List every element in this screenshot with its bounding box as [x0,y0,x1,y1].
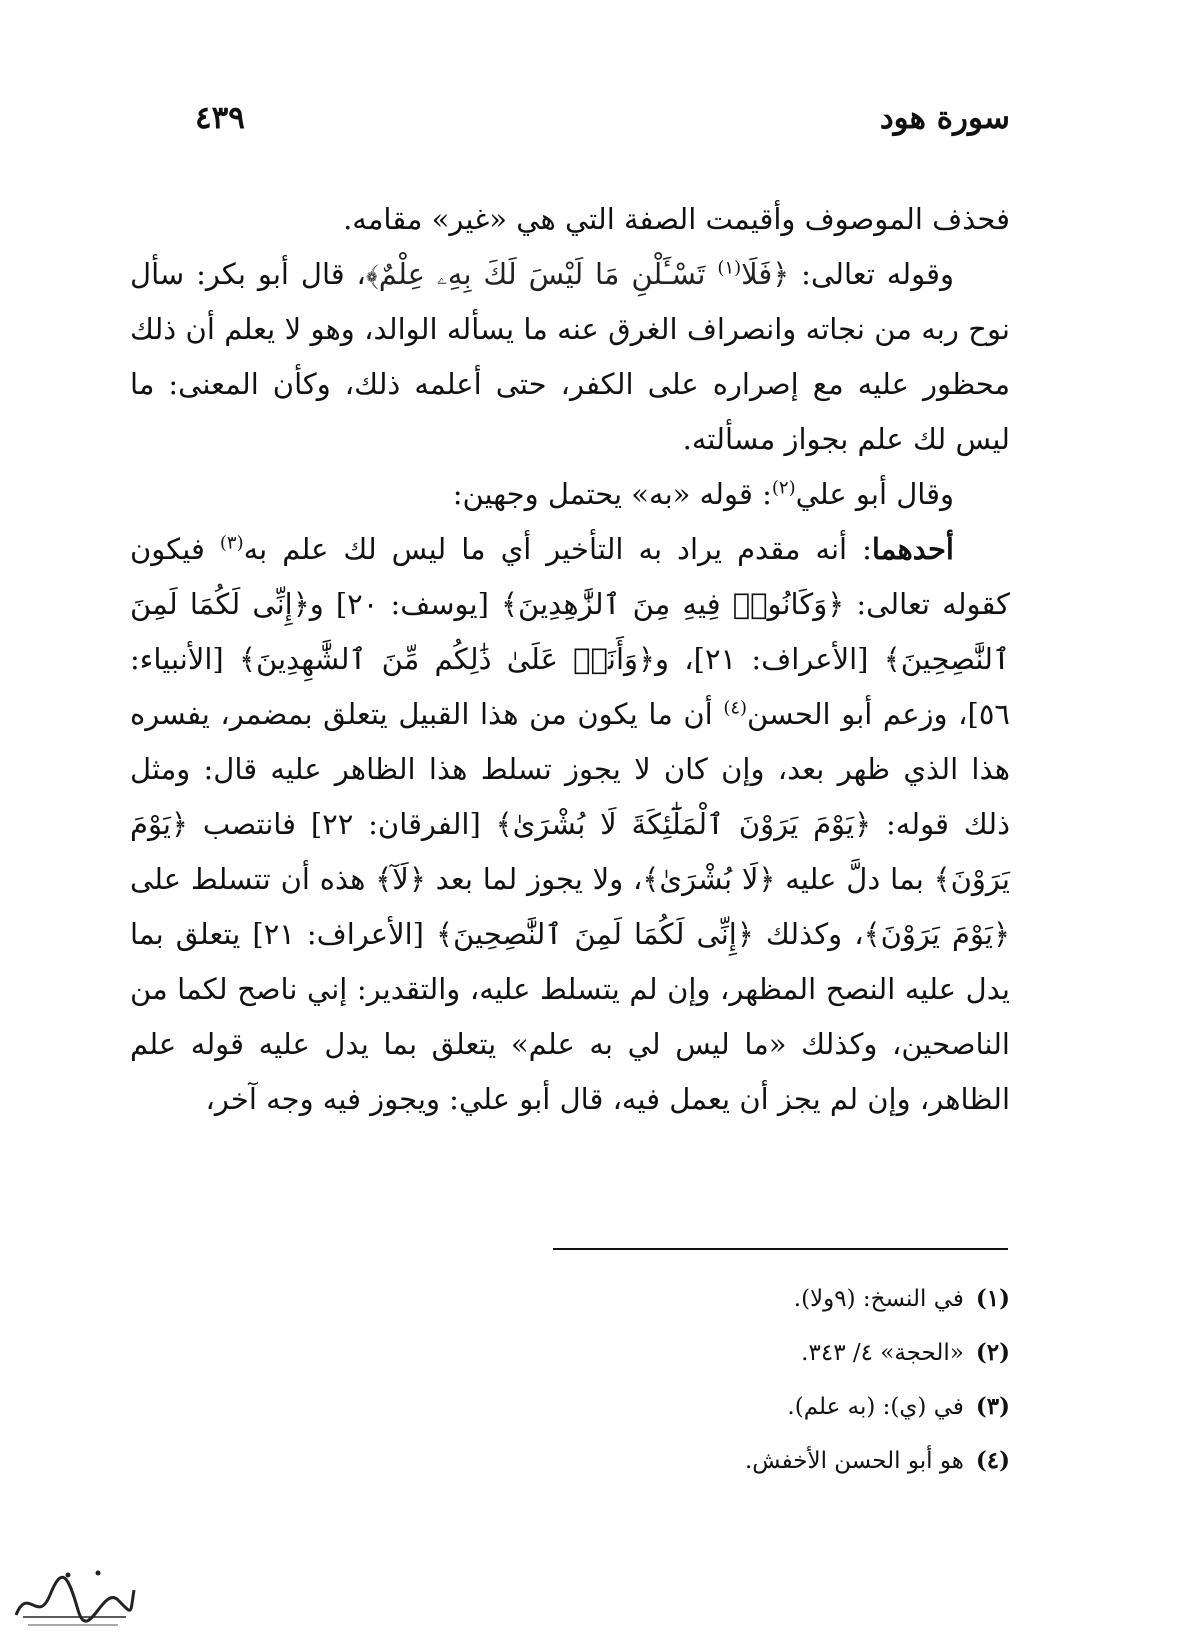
main-text [130,192,1010,1127]
footnote-2 [510,1326,1010,1380]
paragraph-3 [130,467,1010,522]
paragraph-3-a: وقال أبو علي [795,477,954,511]
footnote-ref-1: (١) [717,257,742,279]
footnote-3-number: (٣) [975,1393,1010,1420]
footnote-2-text: «الحجة» ٤/ ٣٤٣. [801,1340,964,1366]
paragraph-1-text: فحذف الموصوف وأقيمت الصفة التي هي «غير» مقامه. [343,202,1010,236]
paragraph-4-c: أن ما يكون من هذا القبيل يتعلق بمضمر، يفسره هذا الذي ظهر بعد، وإن كان لا يجوز تسلط هذا الظاهر عليه قال: ومثل ذلك قوله: ﴿يَوْمَ يَرَوْنَ ٱلْمَلَٰٓئِكَةَ لَا بُشْرَىٰ﴾ [الفرقان: ٢٢] فانتصب ﴿يَوْمَ يَرَوْنَ﴾ بما دلَّ عليه ﴿لَا بُشْرَىٰ﴾، ولا يجوز لما بعد ﴿لَآ﴾ هذه أن تتسلط على ﴿يَوْمَ يَرَوْنَ﴾، وكذلك ﴿إِنِّى لَكُمَا لَمِنَ ٱلنَّٰصِحِينَ﴾ [الأعراف: ٢١] يتعلق بما يدل عليه النصح المظهر، وإن لم يتسلط عليه، والتقدير: إني ناصح لكما من الناصحين، وكذلك «ما ليس لي به علم» يتعلق بما يدل عليه قوله علم الظاهر، وإن لم يجز أن يعمل فيه، قال أبو علي: ويجوز فيه وجه آخر، [130,697,1010,1116]
paragraph-3-b: : قوله «به» يحتمل وجهين: [452,477,772,511]
footnote-4-text: هو أبو الحسن الأخفش. [744,1448,964,1474]
paragraph-4-a: : أنه مقدم يراد به التأخير أي ما ليس لك علم به [243,532,872,566]
footnote-ref-3: (٣) [219,532,244,554]
footnote-1 [510,1272,1010,1326]
footnote-ref-4: (٤) [723,697,748,719]
publisher-logo [8,1555,138,1635]
footnote-3 [510,1380,1010,1434]
paragraph-4-label: أحدهما [871,532,954,566]
surah-title: سورة هود [879,100,1010,136]
quran-verse-cont: تَسْـَٔلْنِ مَا لَيْسَ لَكَ بِهِۦ عِلْمٌ﴾ [365,257,718,291]
paragraph-2-intro: وقوله تعالى: [789,257,954,291]
footnote-4 [510,1434,1010,1488]
footnote-1-text: في النسخ: (٩ولا). [793,1286,964,1312]
page-number: ٤٣٩ [195,100,245,136]
footnote-2-number: (٢) [975,1339,1010,1366]
quran-verse: ﴿فَلَا [741,257,790,291]
paragraph-2 [130,247,1010,467]
footnote-3-text: في (ي): (به علم). [787,1394,964,1420]
footnote-divider [553,1248,1008,1250]
paragraph-2-rest: ، قال أبو بكر: سأل نوح ربه من نجاته وانصراف الغرق عنه ما يسأله الوالد، وهو لا يعلم أن ذلك محظور عليه مع إصراره على الكفر، حتى أعلمه ذلك، وكأن المعنى: ما ليس لك علم بجواز مسألته. [130,257,1010,456]
footnotes [510,1272,1010,1488]
page-header [195,100,1010,150]
paragraph-1 [130,192,1010,247]
footnote-4-number: (٤) [975,1447,1010,1474]
paragraph-4 [130,522,1010,1127]
paragraph-4-b: فيكون كقوله تعالى: ﴿وَكَانُوا۟ فِيهِ مِنَ ٱلزَّٰهِدِينَ﴾ [يوسف: ٢٠] و﴿إِنِّى لَكُمَا لَمِنَ ٱلنَّٰصِحِينَ﴾ [الأعراف: ٢١]، و﴿وَأَنَا۠ عَلَىٰ ذَٰلِكُم مِّنَ ٱلشَّٰهِدِينَ﴾ [الأنبياء: ٥٦]، وزعم أبو الحسن [130,532,1010,731]
footnote-1-number: (١) [975,1285,1010,1312]
footnote-ref-2: (٢) [771,477,796,499]
